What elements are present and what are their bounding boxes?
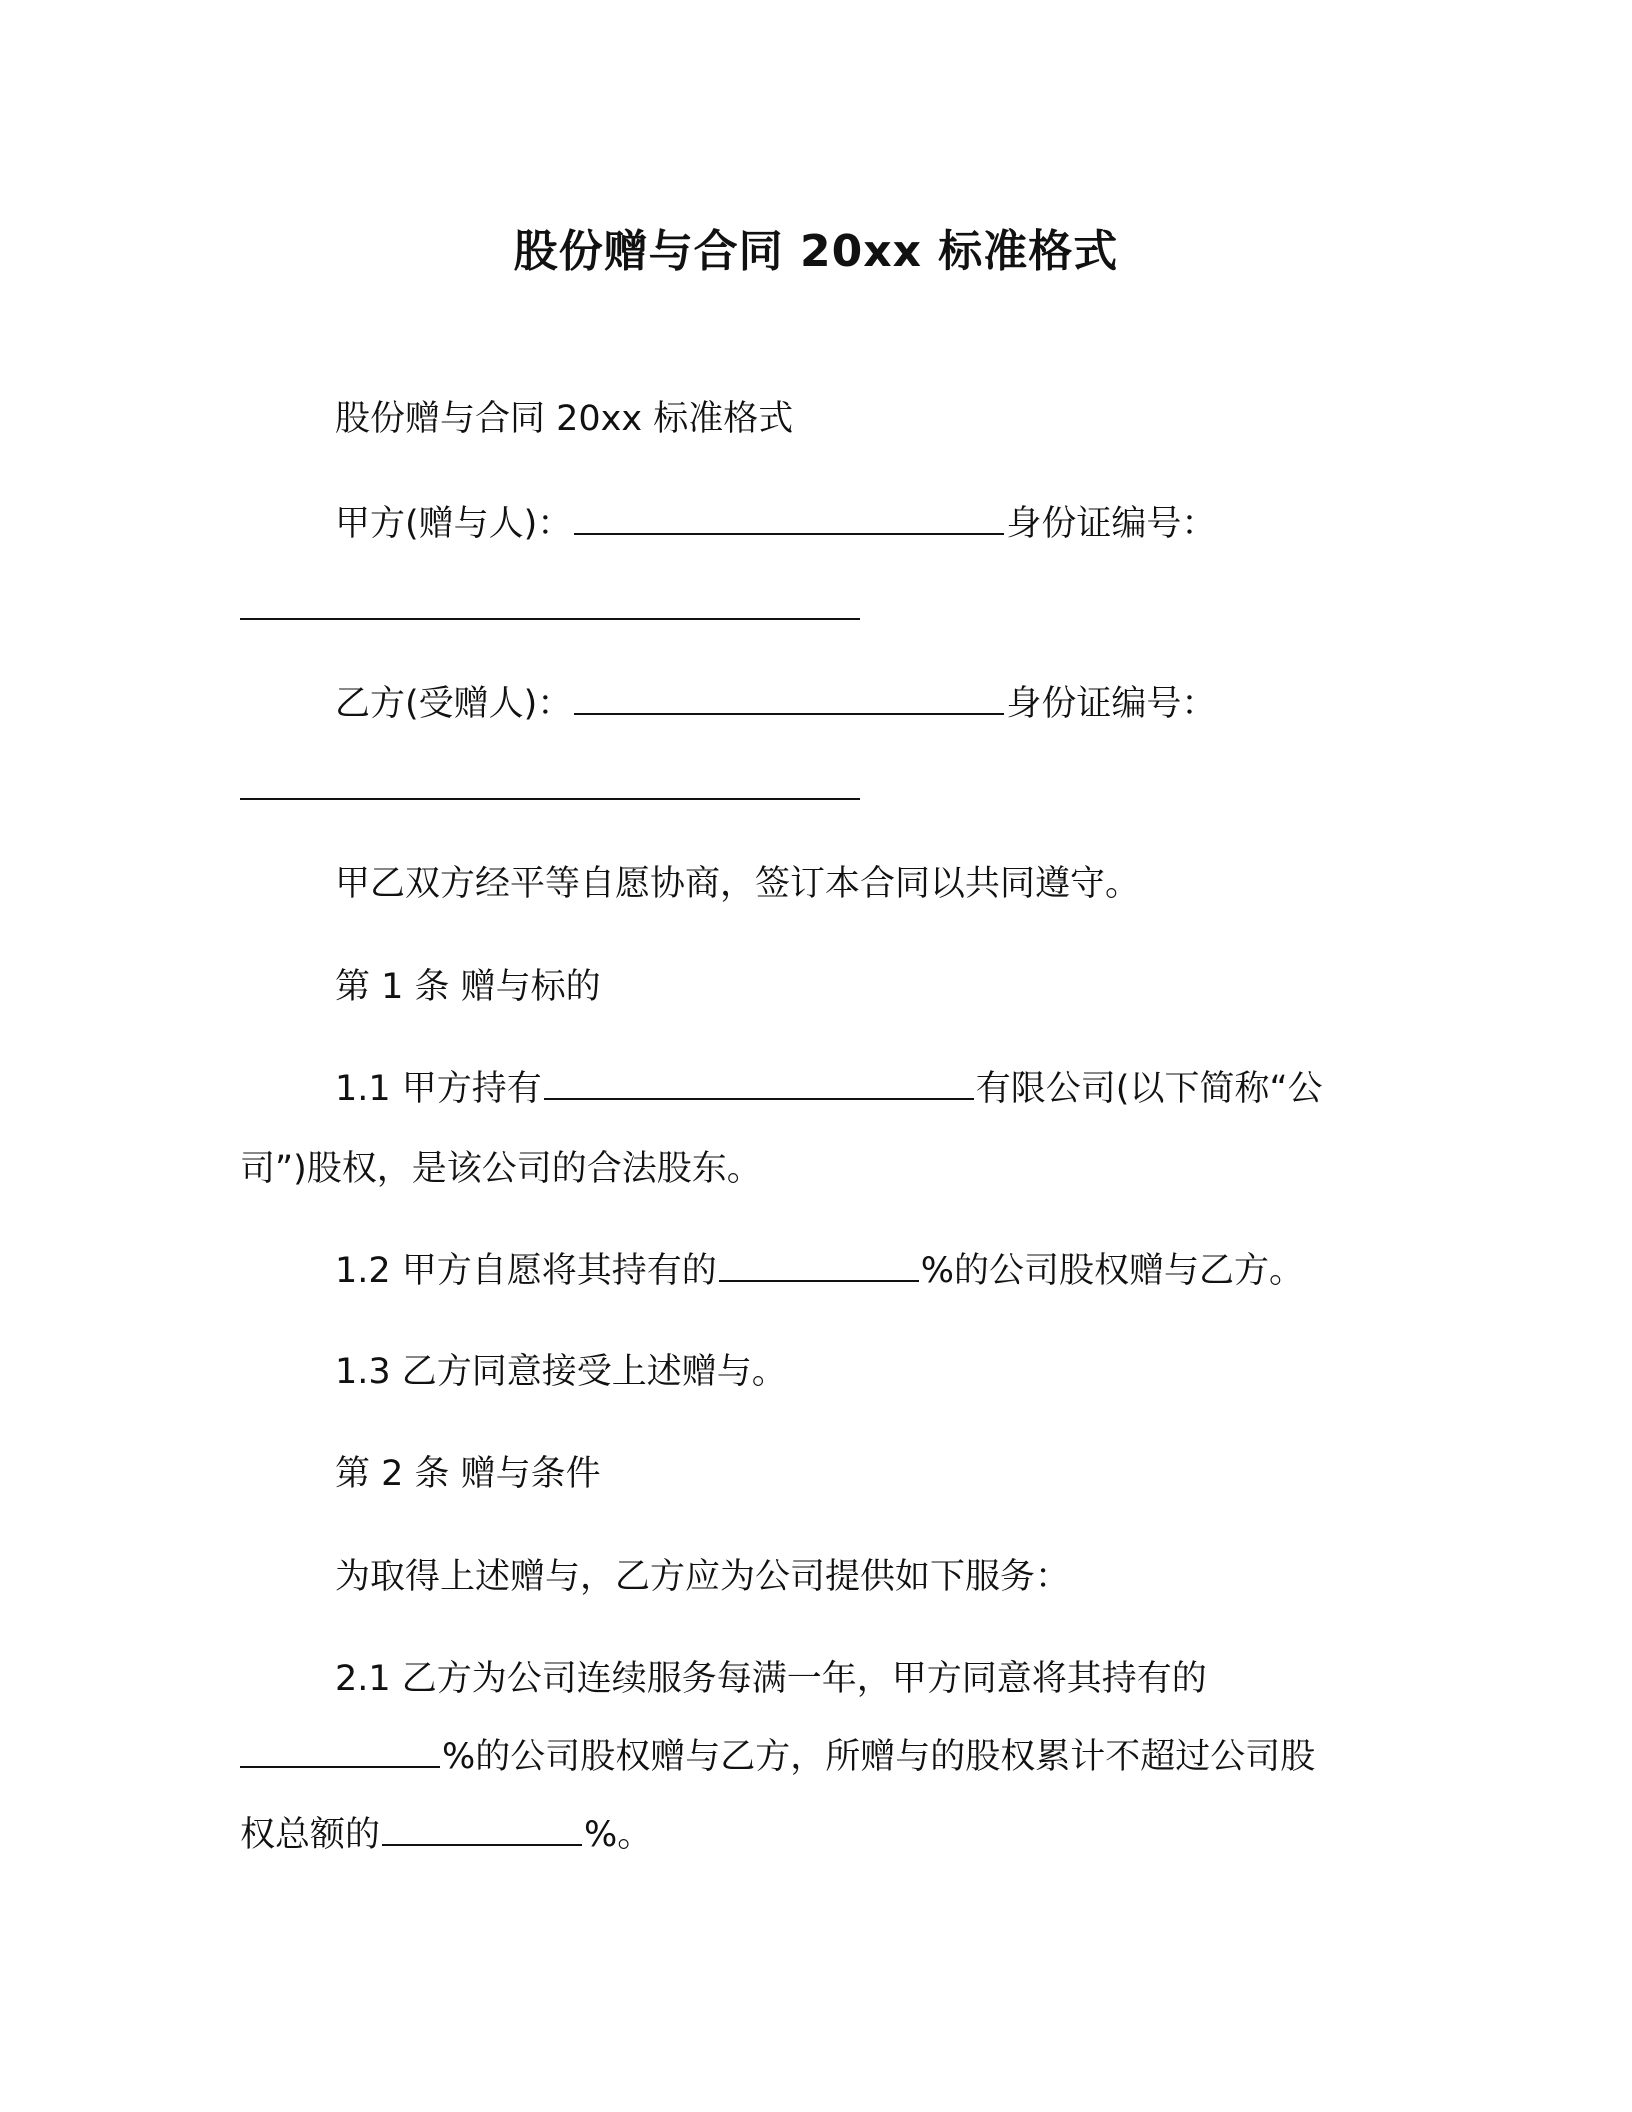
party-a-id-line bbox=[240, 570, 1380, 648]
party-b-id-line bbox=[240, 750, 1380, 828]
clause-2-1-line3-prefix: 权总额的 bbox=[240, 1815, 381, 1855]
clause-1-2-prefix: 1.2 甲方自愿将其持有的 bbox=[335, 1251, 717, 1291]
share-percent-blank[interactable] bbox=[719, 1280, 919, 1282]
party-a-label: 甲方(赠与人)： bbox=[335, 504, 573, 544]
party-b-id-blank[interactable] bbox=[240, 798, 860, 800]
intro-paragraph bbox=[240, 845, 1380, 923]
party-a-id-label: 身份证编号： bbox=[1006, 504, 1217, 544]
clause-1-2 bbox=[240, 1232, 1380, 1310]
clause-2-1-line2-suffix: %的公司股权赠与乙方，所赠与的股权累计不超过公司股 bbox=[442, 1737, 1316, 1777]
clause-1-1-suffix: 有限公司(以下简称“公 bbox=[975, 1069, 1323, 1109]
clause-2-1-line3-suffix: %。 bbox=[584, 1815, 653, 1855]
document-title: 股份赠与合同 20xx 标准格式 bbox=[513, 226, 1119, 277]
clause-1-3-text: 1.3 乙方同意接受上述赠与。 bbox=[335, 1352, 787, 1392]
article-2-lead-text: 为取得上述赠与，乙方应为公司提供如下服务： bbox=[335, 1557, 1071, 1597]
party-b-name-blank[interactable] bbox=[574, 713, 1004, 715]
clause-1-1-line2 bbox=[240, 1130, 1380, 1208]
party-b-id-label: 身份证编号： bbox=[1006, 684, 1217, 724]
annual-percent-blank[interactable] bbox=[240, 1766, 440, 1768]
intro-text: 甲乙双方经平等自愿协商，签订本合同以共同遵守。 bbox=[335, 864, 1141, 904]
clause-2-1-line2 bbox=[240, 1718, 1380, 1796]
document-subtitle bbox=[240, 380, 1380, 458]
party-b-label: 乙方(受赠人)： bbox=[335, 684, 573, 724]
party-a-id-blank[interactable] bbox=[240, 618, 860, 620]
clause-2-1-line1-text: 2.1 乙方为公司连续服务每满一年，甲方同意将其持有的 bbox=[335, 1659, 1207, 1699]
article-2-lead bbox=[240, 1538, 1380, 1616]
party-b-line bbox=[240, 665, 1380, 743]
clause-1-1-line1 bbox=[240, 1050, 1380, 1128]
clause-1-2-suffix: %的公司股权赠与乙方。 bbox=[920, 1251, 1305, 1291]
party-a-line bbox=[240, 485, 1380, 563]
party-a-name-blank[interactable] bbox=[574, 533, 1004, 535]
article-2-heading bbox=[240, 1435, 1380, 1513]
clause-1-1-line2-text: 司”)股权，是该公司的合法股东。 bbox=[240, 1149, 762, 1189]
max-percent-blank[interactable] bbox=[382, 1844, 582, 1846]
clause-1-1-prefix: 1.1 甲方持有 bbox=[335, 1069, 542, 1109]
article-1-heading-text: 第 1 条 赠与标的 bbox=[335, 967, 601, 1007]
article-1-heading bbox=[240, 948, 1380, 1026]
company-name-blank[interactable] bbox=[544, 1098, 974, 1100]
subtitle-text: 股份赠与合同 20xx 标准格式 bbox=[335, 399, 794, 439]
clause-2-1-line1 bbox=[240, 1640, 1380, 1718]
clause-1-3 bbox=[240, 1333, 1380, 1411]
article-2-heading-text: 第 2 条 赠与条件 bbox=[335, 1454, 601, 1494]
clause-2-1-line3 bbox=[240, 1796, 1380, 1874]
